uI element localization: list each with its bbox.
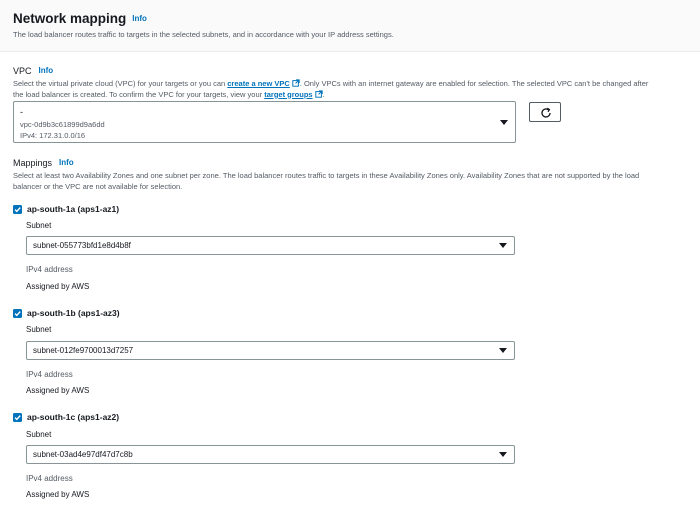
- caret-down-icon: [499, 348, 507, 353]
- target-groups-link[interactable]: target groups: [264, 89, 313, 99]
- vpc-selected-id: vpc-0d9b3c61899d9a6dd: [20, 120, 105, 129]
- subnet-select[interactable]: [26, 236, 515, 255]
- vpc-desc-text-1: Select the virtual private cloud (VPC) for your targets or you can: [13, 79, 228, 88]
- subnet-select[interactable]: [26, 341, 515, 360]
- vpc-desc-text-2: . Only VPCs with an internet gateway are enabled for selection. The selected VPC can't be changed after: [299, 79, 649, 88]
- subnet-label: Subnet: [26, 325, 52, 334]
- mappings-label-text: Mappings: [13, 158, 53, 168]
- ipv4-value: Assigned by AWS: [26, 490, 90, 499]
- vpc-desc-text-4: .: [322, 89, 325, 99]
- zone-checkbox[interactable]: [13, 413, 22, 422]
- checkmark-icon: [13, 205, 22, 214]
- mappings-info-link[interactable]: Info: [59, 158, 74, 167]
- zone-name: ap-south-1c (aps1-az2): [27, 412, 120, 422]
- vpc-selected-cidr: IPv4: 172.31.0.0/16: [20, 131, 86, 140]
- external-link-icon[interactable]: [315, 90, 323, 98]
- ipv4-label: IPv4 address: [26, 474, 73, 483]
- refresh-icon: [540, 107, 552, 119]
- section-title: [13, 11, 147, 26]
- mappings-desc-line-2: balancer or the VPC are not available for selection.: [13, 181, 183, 191]
- mappings-description: [13, 171, 639, 192]
- mappings-desc-line-1: Select at least two Availability Zones and one subnet per zone. The load balancer routes traffic to targets in these Availability Zones only. Availability Zones that are not supported by the load: [13, 171, 640, 180]
- ipv4-label: IPv4 address: [26, 370, 73, 379]
- subnet-label: Subnet: [26, 221, 52, 230]
- vpc-label-text: VPC: [13, 66, 32, 76]
- section-description: The load balancer routes traffic to targets in the selected subnets, and in accordance with your IP address settings.: [13, 30, 394, 39]
- vpc-label: [13, 66, 53, 76]
- mappings-label: [13, 158, 74, 168]
- zone-name: ap-south-1a (aps1-az1): [27, 204, 120, 214]
- ipv4-value: Assigned by AWS: [26, 282, 90, 291]
- vpc-selected-name: -: [20, 107, 23, 117]
- vpc-desc-text-3: the load balancer is created. To confirm the VPC for your targets, view your: [13, 89, 265, 99]
- section-title-text: Network mapping: [13, 11, 127, 26]
- subnet-label: Subnet: [26, 430, 52, 439]
- caret-down-icon: [499, 243, 507, 248]
- checkmark-icon: [13, 309, 22, 318]
- vpc-select[interactable]: [13, 101, 516, 143]
- external-link-icon[interactable]: [292, 79, 300, 87]
- checkmark-icon: [13, 413, 22, 422]
- refresh-vpc-button[interactable]: [529, 102, 561, 122]
- subnet-value: subnet-03ad4e97df47d7c8b: [33, 450, 133, 459]
- vpc-description: [13, 79, 648, 100]
- zone-checkbox[interactable]: [13, 309, 22, 318]
- header-info-link[interactable]: Info: [132, 14, 147, 23]
- vpc-info-link[interactable]: Info: [38, 66, 54, 75]
- caret-down-icon: [500, 120, 508, 125]
- ipv4-value: Assigned by AWS: [26, 386, 90, 395]
- caret-down-icon: [499, 452, 507, 457]
- subnet-value: subnet-012fe9700013d7257: [33, 346, 134, 355]
- subnet-select[interactable]: [26, 445, 515, 464]
- zone-checkbox[interactable]: [13, 205, 22, 214]
- zone-name: ap-south-1b (aps1-az3): [27, 308, 120, 318]
- ipv4-label: IPv4 address: [26, 265, 73, 274]
- network-mapping-header: [0, 0, 700, 52]
- create-vpc-link[interactable]: create a new VPC: [227, 79, 290, 88]
- subnet-value: subnet-055773bfd1e8d4b8f: [33, 241, 131, 250]
